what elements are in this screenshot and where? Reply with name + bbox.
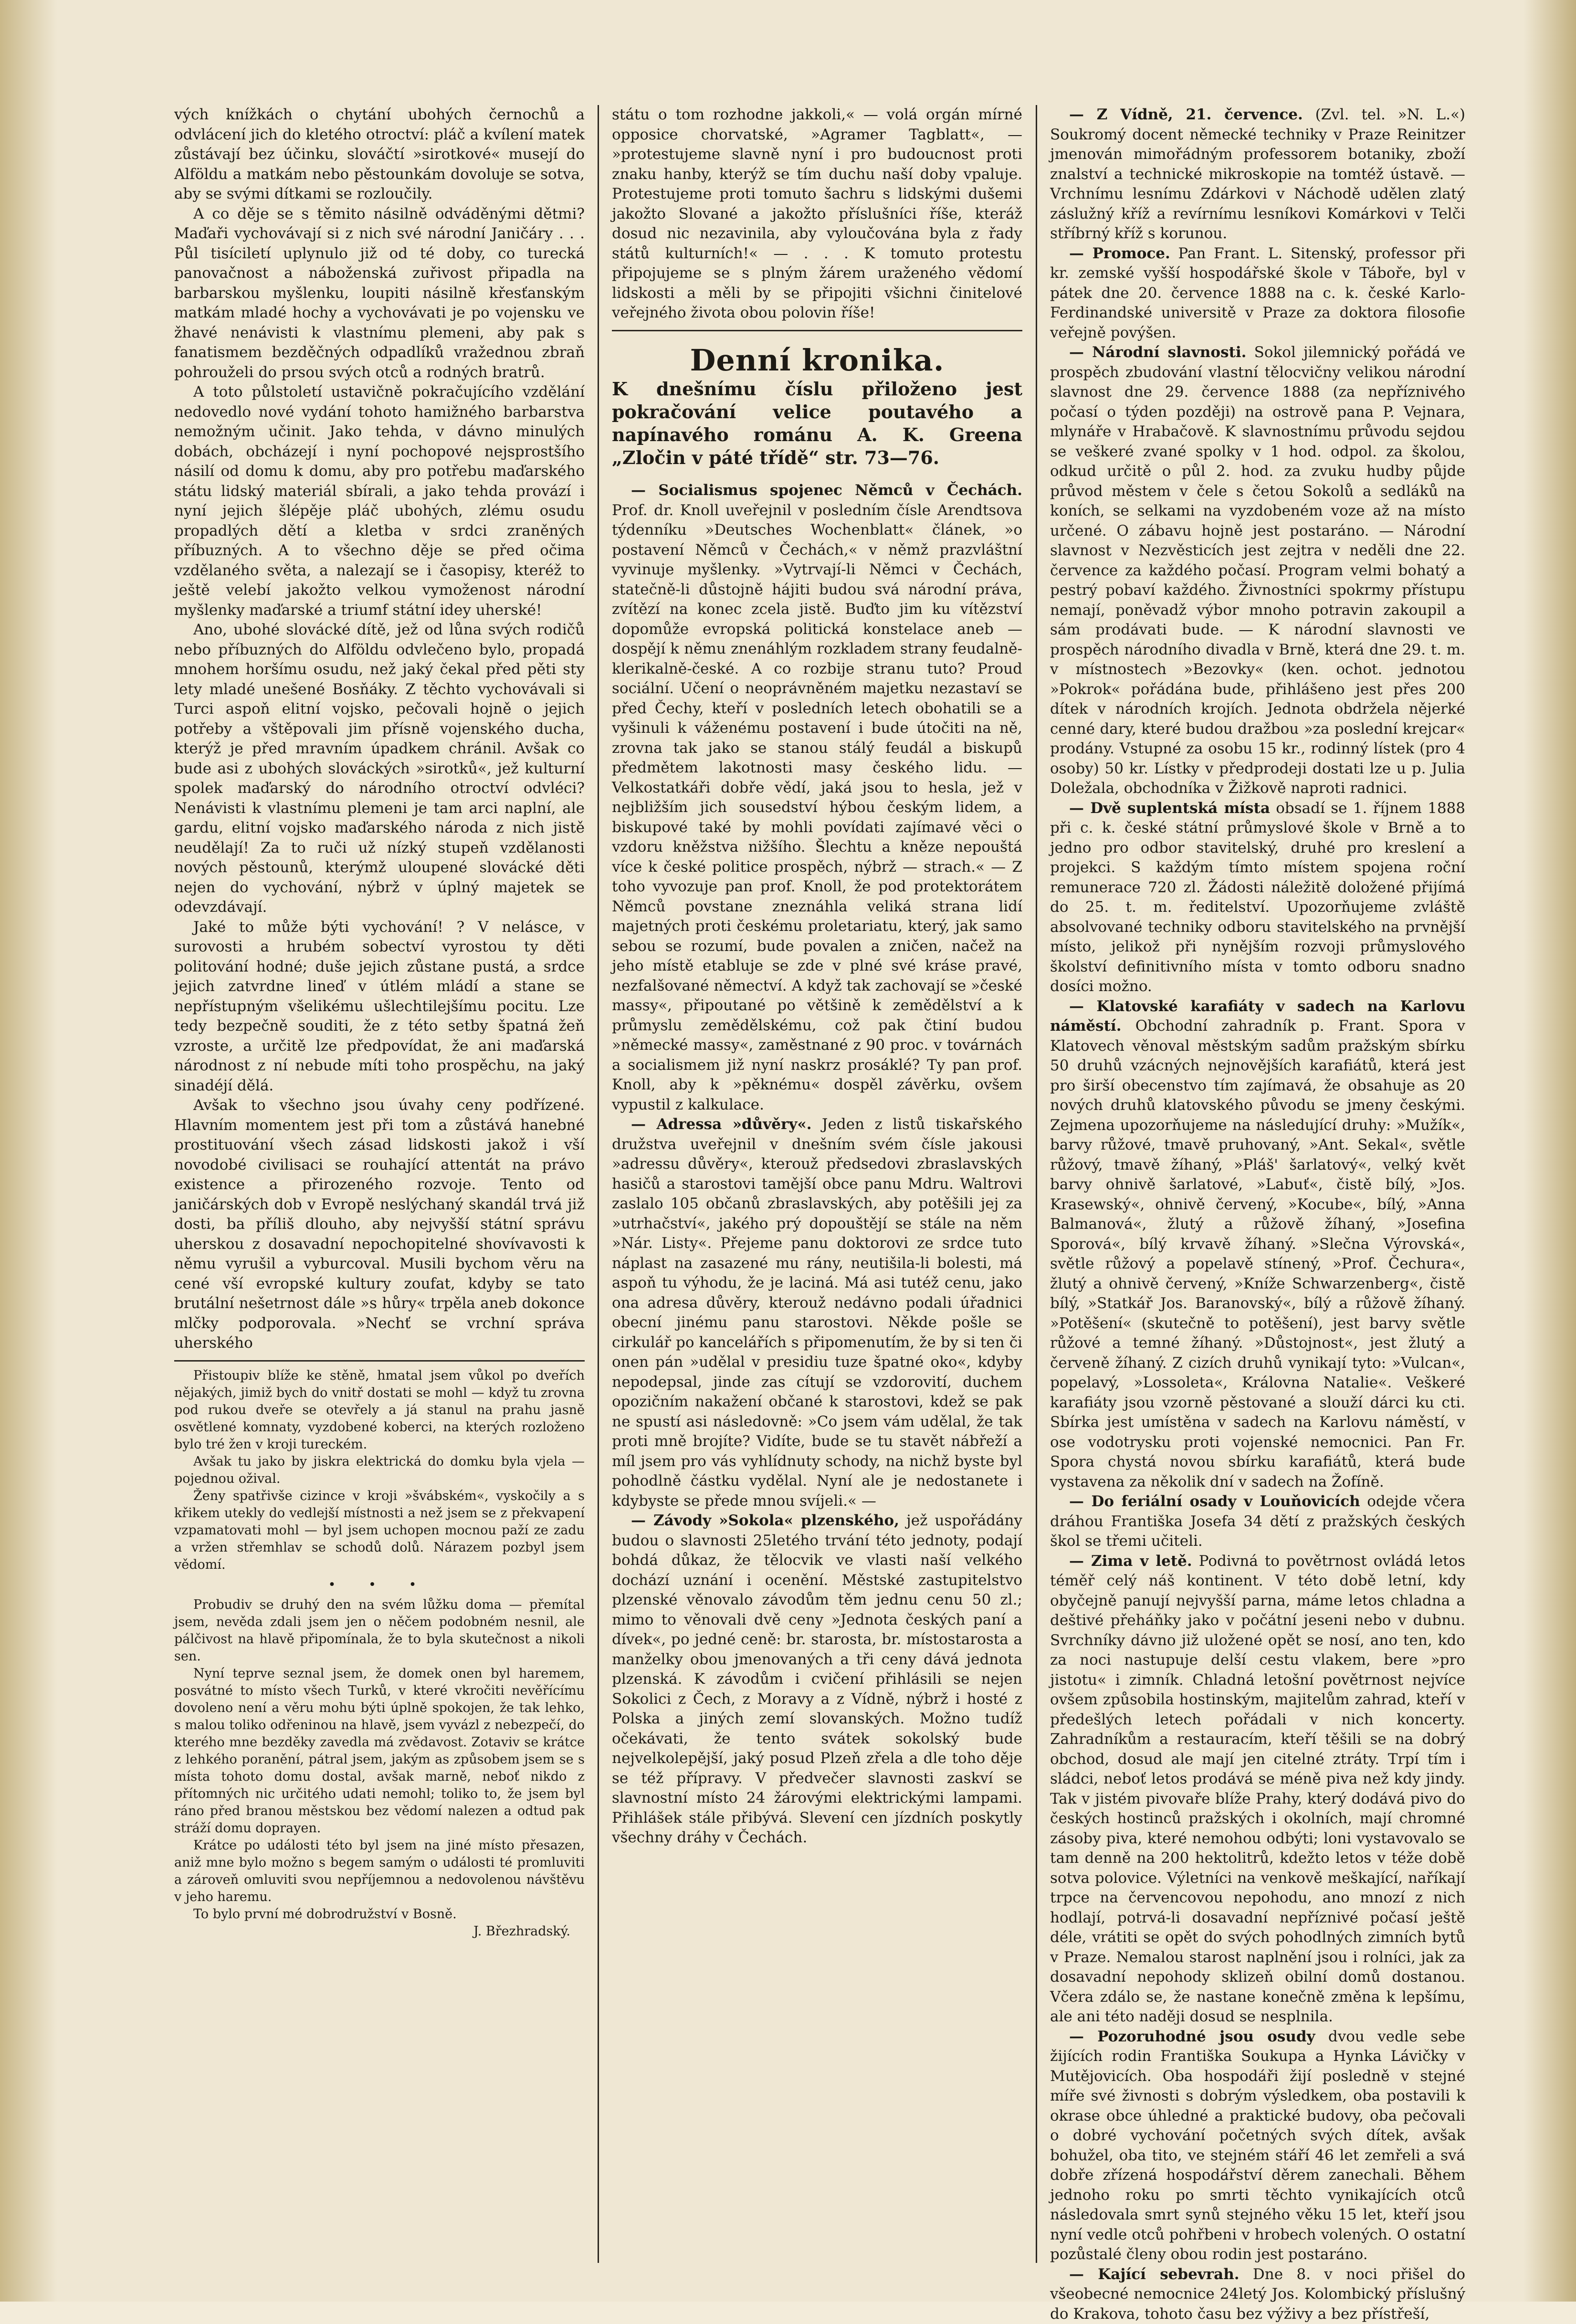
article-paragraph: vých knížkách o chytání ubohých černochů a odvlácení jich do kletého otroctví: pláč a kvílení matek zůstávají bez účinku, slováčtí »sirotkové« musejí do Alföldu a matkám nebo pěstounkám dovoluje se sotva, aby se svými dítkami se rozloučily.: [174, 105, 585, 204]
news-item-heading: — Socialismus spojenec Němců v Čechách.: [631, 482, 1022, 499]
news-item-text: Obchodní zahradník p. Frant. Spora v Klatovech věnoval městským sadům pražským sbírku 50 druhů vzácných nejnovějších karafiátů, která jest pro širší obecenstvo tím zajímavá, že obsahuje as 20 nových druhů klatovského původu se jmeny českými. Zejmena upozorňujeme na následující druhy: »Mužík«, barvy růžové, tmavě pruhovaný, »Ant. Sekal«, světle růžový, tmavě žíhaný, »Pláš' šarlatový«, velký květ barvy ohnivě šarlatové, »Labuť«, čistě bílý, »Jos. Krasewský«, ohnivě červený, »Kocube«, bílý, »Anna Balmanová«, žlutý a růžově žíhaný, »Josefina Sporová«, bílý krvavě žíhaný. »Slečna Výrovská«, světle růžový a popelavě stínený, »Prof. Čechura«, žlutý a ohnivě červený, »Kníže Schwarzenberg«, čistě bílý, »Statkář Jos. Baranovský«, bílý a růžově žíhaný. »Potěšení« (skutečně to potěšení), jest barvy světle růžové a temné žíhaný. »Důstojnost«, jest žlutý a červeně žíhaný. Z cizích druhů vynikají tyto: »Vulcan«, popelavý, »Lossoleta«, Královna Natalie«. Veškeré karafiáty jsou vzorně pěstované a slouží dárci ku cti. Sbírka jest umístěna v sadech na Karlovu náměstí, v ose vodotrysku proti vojenské nemocnici. Pan Fr. Spora chystá novou sbírku karafiátů, která bude vystavena za několik dní v sadech na Žofíně.: [1050, 1017, 1465, 1490]
feuilleton-paragraph: Krátce po události této byl jsem na jiné místo přesazen, aniž mne bylo možno s begem samým o události té promluviti a zároveň omluviti svou nepříjemnou a nedovolenou návštěvu v jeho haremu.: [174, 1837, 585, 1906]
section-separator-stars: • • •: [174, 1576, 585, 1594]
news-item: [1050, 105, 1465, 244]
news-item: [1050, 2027, 1465, 2265]
news-item: [1050, 997, 1465, 1492]
feuilleton-paragraph: Nyní teprve seznal jsem, že domek onen byl haremem, posvátné to místo všech Turků, v které vkročiti nevěřícímu dovoleno není a věru mohu býti úplně spokojen, že tak lehko, s malou toliko odřeninou na hlavě, jsem vyvázl z nebezpečí, do kterého mne bezděky zavedla má zvědavost. Zotaviv se krátce z lehkého poranění, pátral jsem, jakým as způsobem jsem se s místa tohoto domu dostal, avšak marně, neboť nikdo z přítomných nic určitého udati nemohl; toliko to, že jsem byl ráno před branou městskou bez vědomí nalezen a odtud pak stráží domu doprayen.: [174, 1665, 585, 1837]
article-paragraph: Avšak to všechno jsou úvahy ceny podřízené. Hlavním momentem jest při tom a zůstává hanebné prostituování všech zásad lidskosti jakož i vší novodobé civilisaci se rouhající attentát na právo existence a přirozeného rozvoje. Tento od janičárských dob v Evropě neslýchaný skandál trvá již dosti, ba příliš dlouho, aby nejvyšší státní správu uherskou z dosavadní nepochopitelné shovívavosti k němu vyrušil a vyburcoval. Musili bychom věru na cené vší evropské kultury zoufat, kdyby se tato brutální nešetrnost dále »s hůry« trpěla aneb dokonce mlčky podporovala. »Nechť se vrchní správa uherského: [174, 1096, 585, 1353]
page-right-edge: [1523, 0, 1576, 2302]
supplement-notice: K dnešnímu číslu přiloženo jest pokračování velice poutavého a napínavého románu A. K. Greena „Zločin v páté třídě“ str. 73—76.: [612, 378, 1022, 469]
news-item-heading: — Adressa »důvěry«.: [631, 1116, 812, 1133]
news-item: [612, 1115, 1022, 1511]
news-item: [1050, 2265, 1465, 2324]
news-item-heading: — Kající sebevrah.: [1069, 2266, 1240, 2283]
news-item: [1050, 1552, 1465, 2027]
feuilleton-paragraph: Ženy spatřivše cizince v kroji »švábském«, vyskočily a s křikem utekly do vedlejší místnosti a než jsem se z překvapení vzpamatovati mohl — byl jsem uchopen mocnou paží ze zadu a vržen střemhlav se schodů dolů. Nárazem pozbyl jsem vědomí.: [174, 1488, 585, 1574]
news-item: [612, 1511, 1022, 1848]
news-item-text: jež uspořádány budou o slavnosti 25letého trvání této jednoty, podají bohdá důkaz, že tělocvik ve vlasti naší velkého dochází uznání i ocenění. Městské zastupitelstvo plzenské věnovalo závodům těm jednu cenu 50 zl.; mimo to věnovali dvě ceny »Jednota českých paní a dívek«, po jedné ceně: br. starosta, br. místostarosta a manželky obou jmenovaných a tři ceny dává jednota plzenská. K závodům i cvičení přihlásili se nejen Sokolici z Čech, z Moravy a z Vídně, nýbrž i hosté z Polska a jiných zemí slovanských. Možno tudíž očekávati, že tento svátek sokolský bude nejvelkolepější, jaký posud Plzeň zřela a dle toho děje se též přípravy. V předvečer slavnosti zaskví se slavnostní místo 24 žárovými elektrickými lampami. Přihlášek stále přibývá. Slevení cen jízdních poskytly všechny dráhy v Čechách.: [612, 1512, 1022, 1846]
news-item-heading: — Promoce.: [1069, 245, 1170, 262]
news-item-text: Podivná to povětrnost ovládá letos téměř celý náš kontinent. V této době letní, kdy obyčejně panují nejvyšší parna, máme letos chladna a deštivé přeháňky jako v počátní jeseni nebo v dubnu. Svrchníky dávno již uložené opět se nosí, ano ten, kdo za noci nastupuje delší cestu vlakem, bere »pro jistotu« i zimník. Chladná letošní povětrnost nejvíce ovšem způsobila hostinským, majitelům zahrad, kteří v předešlých letech pořádali v nich koncerty. Zahradníkům a restauracím, kteří těšili se na dobrý obchod, dosud ale mají jen citelné ztráty. Trpí tím i sládci, neboť letos prodává se méně piva než kdy jindy. Tak v jistém pivovaře blíže Prahy, který dodává pivo do českých hostinců pražských i okolních, mají chromné zásoby piva, které nemohou odbýti; loni vystavovalo se tam denně na 200 hektolitrů, kdežto letos v téže době sotva polovice. Výletníci na venkově meškající, naříkají trpce na červencovou nepohodu, ano mnozí z nich hodlají, potrvá-li dosavadní nepříznivé počasí ještě déle, vrátiti se opět do svých pohodlných zimních bytů v Praze. Nemalou starost naplnění jsou i rolníci, jak za dosavadní nepohody sklizeň obilní domů dostanou. Včera zdálo se, že nastane konečně změna k lepšímu, ale ani této naději dosud se nesplnila.: [1050, 1553, 1465, 2026]
section-heading: Denní kronika.: [612, 350, 1022, 370]
news-item: [1050, 799, 1465, 997]
news-item-text: Prof. dr. Knoll uveřejnil v posledním čísle Arendtsova týdenníku »Deutsches Wochenblatt« článek, »o postavení Němců v Čechách,« v němž prazvláštní vyvinuje myšlenky. »Vytrvají-li Němci v Čechách, statečně-li důstojně hájiti budou svá národní práva, zvítězí na konec zcela jistě. Buďto jim ku vítězství dopomůže evropská politická konstelace aneb — dospějí k němu znenáhlým rozkladem strany feudalně-klerikalně-české. A co rozbije stranu tuto? Proud sociální. Učení o neoprávněném majetku nezastaví se před Čechy, kteří v posledních letech obohatili se a vyšinuli k váženému postavení i bude útočiti na ně, zrovna tak jako se stanou stálý feudál a biskupů předmětem lakotnosti masy českého lidu. — Velkostatkáři dobře vědí, jaká jsou to hesla, jež v nejbližším jich sousedství hýbou českým lidem, a biskupové také by mohli povídati zajímavé věci o vzdoru kněžstva nižšího. Šlechtu a kněze nepouštá více k české politice prospěch, nýbrž — strach.« — Z toho vyvozuje pan prof. Knoll, že pod protektorátem Němců povstane zneznáhla veliká strana lidí majetných proti českému proletariatu, který, jak samo sebou se rozumí, bude povalen a zničen, načež na jeho místě etabluje se zde v plné své kráse pravé, nezfalšované němectví. A když tak zachovají se »české massy«, připoutané po většině k zemědělství a k průmyslu zemědělskému, což pak čtiní budou »německé massy«, zaměstnané z 90 proc. v továrnách a socialismem již nyní naskrz prosáklé? Ty pan prof. Knoll, aby k »pěknému« dospěl závěrku, ovšem vypustil z kalkulace.: [612, 502, 1022, 1113]
feuilleton-paragraph: To bylo první mé dobrodružství v Bosně.: [174, 1906, 585, 1923]
column-middle: [612, 105, 1022, 2263]
feuilleton-paragraph: Probudiv se druhý den na svém lůžku doma — přemítal jsem, nevěda zdali jsem jen o něčem podobném nesnil, ale pálčivost na hlavě připomínala, že to byla skutečnost a nikoli sen.: [174, 1596, 585, 1665]
news-item-heading: — Závody »Sokola« plzenského,: [631, 1512, 899, 1529]
news-item-text: obsadí se 1. říjnem 1888 při c. k. české státní průmyslové škole v Brně a to jedno pro odbor stavitelský, druhé pro kreslení a projekci. S každým tímto místem spojena roční remunerace 720 zl. Žádosti náležitě doložené přijímá do 25. t. m. ředitelství. Upozorňujeme zvláště absolvované techniky odboru stavitelského na prvnější místo, jelikož při nynějším rozvoji průmyslového školství definitivního místa v tomto odboru snadno dosíci možno.: [1050, 800, 1465, 995]
section-divider: [612, 330, 1022, 331]
news-item-text: odejde včera dráhou Františka Josefa 34 dětí z pražských českých škol se třemi učiteli.: [1050, 1493, 1465, 1550]
article-paragraph: Ano, ubohé slovácké dítě, jež od lůna svých rodičů nebo příbuzných do Alföldu odvlečeno bylo, propadá mnohem horšímu osudu, než jaký čekal před pěti sty lety mladé unešené Bosňáky. Z těchto vychovávali si Turci aspoň elitní vojsko, pečovali hojně o jejich potřeby a vštěpovali jim přísně vojenského ducha, kterýž je před mravním úpadkem chránil. Avšak co bude asi z ubohých slováckých »sirotků«, jež kulturní spolek maďarský do národního otroctví odvléci? Nenávisti k vlastnímu plemeni je tam arci naplní, ale gardu, elitní vojsko maďarského národa z nich jistě neudělají! Za to ruči už nízký stupeň vzdělanosti nových pěstounů, kterýmž uloupené slovácké děti nejen do vychování, nýbrž v úplný majetek se odevzdávají.: [174, 620, 585, 918]
news-item-heading: — Z Vídně, 21. července.: [1069, 106, 1303, 123]
news-item: [1050, 1492, 1465, 1552]
news-item-heading: — Pozoruhodné jsou osudy: [1069, 2028, 1315, 2045]
article-paragraph: A co děje se s těmito násilně odváděnými dětmi? Maďaři vychovávají si z nich své národní Janičáry . . . Půl tisíciletí uplynulo již od té doby, co turecká panovačnost a náboženská zuřivost připadla na barbarskou myšlenku, loupiti násilně křesťanským matkám mladé hochy a vychovávati je po vojensku ve žhavé nenávisti k vlastnímu plemeni, aby pak s fanatismem bezděčných odpadlíků vražednou zbraň pohrouželi do prsou svých otců a rodných bratrů.: [174, 204, 585, 383]
news-item-text: Pan Frant. L. Sitenský, professor při kr. zemské vyšší hospodářské škole v Táboře, byl v pátek dne 20. července 1888 na c. k. české Karlo-Ferdinandské universitě v Praze za doktora filosofie veřejně povýšen.: [1050, 245, 1465, 341]
news-item-text: Jeden z listů tiskařského družstva uveřejnil v dnešním svém čísle jakousi »adressu důvěry«, kterouž předsedovi zbraslavských hasičů a starostovi tamější obce panu Mdru. Waltrovi zaslalo 105 občanů zbraslavských, aby potěšili jej za »utrhačství«, jakého prý dopouštějí se stále na něm »Nár. Listy«. Přejeme panu doktorovi ze srdce tuto náplast na zasazené mu rány, neutišila-li bolesti, má aspoň tu výhodu, že je laciná. Má asi tutéž cenu, jako ona adresa důvěry, kterouž nedávno podali úřadnici obecní jinému panu starostovi. Někde pošle se cirkulář po kancelářích s připomenutím, že by si ten či onen pán »udělal v presidiu tuze špatné oko«, kdyby nepodepsal, jinde zas cítují se vzdorovití, duchem opozičním nakažení občané k starostovi, kdež se pak ne spustí asi následovně: »Co jsem vám udělal, že tak proti mně brojíte? Vidíte, bude se tu stavět nábřeží a míl jsem pro vás vyhlídnuty schody, na nichž byste byl pohodlně částku vydělal. Nyní ale je nedostanete i kdybyste se přede mnou svíjeli.« —: [612, 1116, 1022, 1510]
news-item-heading: — Národní slavnosti.: [1069, 344, 1246, 361]
feuilleton-paragraph: Přistoupiv blíže ke stěně, hmatal jsem vůkol po dveřích nějakých, jimiž bych do vnitř dostati se mohl — když tu zrovna pod rukou dveře se otevřely a já stanul na prahu jasně osvětlené komnaty, vyzdobené koberci, na kterých rozloženo bylo tré žen v kroji tureckém.: [174, 1367, 585, 1453]
news-item-text: Dne 8. v noci přišel do všeobecné nemocnice 24letý Jos. Kolombický příslušný do Krakova, tohoto času bez výživy a bez přístřeší,: [1050, 2266, 1465, 2323]
article-paragraph: státu o tom rozhodne jakkoli,« — volá orgán mírné opposice chorvatské, »Agramer Tagblatt«, — »protestujeme slavně nyní i pro budoucnost proti znaku hanby, kterýž se tím duchu naší doby vpaluje. Protestujeme proti tomuto šachru s lidskými dušemi jakožto Slované a jakožto příslušníci říše, kteráž dosud nic nezavinila, aby vyloučována byla z řady států kulturních!« — . . . K tomuto protestu připojujeme se s plným žárem uraženého vědomí lidskosti a měli by se připojiti všichni činitelové veřejného života obou polovin říše!: [612, 105, 1022, 323]
news-item-heading: — Do feriální osady v Louňovicích: [1069, 1493, 1360, 1510]
feuilleton-paragraph: Avšak tu jako by jiskra elektrická do domku byla vjela — pojednou ožival.: [174, 1453, 585, 1488]
column-rule-right: [1036, 105, 1037, 2263]
column-right: [1050, 105, 1465, 2263]
author-signature: J. Březhradský.: [174, 1923, 570, 1940]
news-item-heading: — Dvě suplentská místa: [1069, 800, 1270, 817]
news-item: [1050, 244, 1465, 343]
news-item-text: Sokol jilemnický pořádá ve prospěch zbudování vlastní tělocvičny velikou národní slavnost dne 29. července 1888 (za nepříznivého počasí o týden později) na ostrově pana P. Vejnara, mlynáře v Hrabačově. K slavnostnímu průvodu sejdou se veškeré zvané spolky v 1 hod. odpol. za školou, odkud určitě o půl 2. hod. za zvuku hudby půjde průvod městem v čele s četou Sokolů a sedláků na koních, se selkami na vyzdobeném voze až na místo určené. O zábavu hojně jest postaráno. — Národní slavnost v Nezvěsticích jest zejtra v neděli dne 22. července za každého počasí. Program velmi bohatý a pestrý pobaví každého. Živnostníci spokrmy přístupu nemají, poněvadž výbor mnoho potravin zakoupil a sám prodávati bude. — K národní slavnosti ve prospěch národního divadla v Brně, která dne 29. t. m. v místnostech »Bezovky« (ken. ochot. jednotou »Pokrok« pořádána bude, přihlášeno jest přes 200 dítek v národních krojích. Jednota obdržela nějerké cenné dary, které budou dražbou »za poslední krejcar« prodány. Vstupné za osobu 15 kr., rodinný lístek (pro 4 osoby) 50 kr. Lístky v předprodeji dostati lze u p. Julia Doležala, obchodníka v Žižkově naproti radnici.: [1050, 344, 1465, 797]
section-divider: [174, 1360, 585, 1362]
news-item: [612, 481, 1022, 1115]
column-left: [174, 105, 585, 2263]
page-left-edge: [0, 0, 57, 2302]
news-item: [1050, 343, 1465, 799]
news-item-text: (Zvl. tel. »N. L.«) Soukromý docent německé techniky v Praze Reinitzer jmenován mimořádným professorem botaniky, zboží znalství a technické mikroskopie na tomtéž ústavě. — Vrchnímu lesnímu Zdárkovi v Náchodě udělen zlatý záslužný kříž a revírnímu lesníkovi Komárkovi v Telči stříbrný kříž s korunou.: [1050, 106, 1465, 242]
news-item-text: dvou vedle sebe žijících rodin Františka Soukupa a Hynka Lávičky v Mutějovicích. Oba hospodáři žijí posledně v stejné míře své živnosti s dobrým výsledkem, oba postavili k okrase obce úhledné a praktické budovy, oba pečovali o dobré vychování početných svých dítek, avšak bohužel, oba tito, ve stejném stáří 46 let zemřeli a svá dobře zřízená hospodářství děrem zanechali. Během jednoho roku po smrti těchto vynikajících otců následovala smrt synů stejného věku 15 let, kteří jsou nyní vedle otců pohřbeni v hrobech volených. O ostatní pozůstalé členy obou rodin jest postaráno.: [1050, 2028, 1465, 2263]
news-item-heading: — Zima v letě.: [1069, 1553, 1192, 1570]
column-rule-left: [598, 105, 599, 2263]
news-item-heading: — Klatovské karafiáty v sadech na Karlovu náměstí.: [1050, 998, 1465, 1035]
article-paragraph: A toto půlstoletí ustavičně pokračujícího vzdělání nedovedlo nové vydání tohoto hamižného barbarstva nemožným učinit. Jako tehda, v dávno minulých dobách, obcházejí i nyní pochopové nejsprostšího násilí od domu k domu, aby pro potřebu maďarského státu lidský materiál sbírali, a jako tehda provází i nyní jejich šlépěje pláč ubohých, zlému osudu propadlých dětí a kletba v srdci zraněných příbuzných. A to všechno děje se před očima vzdělaného světa, a nalezají se i časopisy, kteréž to ještě velebí jakožto velkou vymoženost národní myšlenky maďarské a triumf státní idey uherské!: [174, 382, 585, 620]
article-paragraph: Jaké to může býti vychování! ? V nelásce, v surovosti a hrubém sobectví vyrostou ty děti politování hodné; duše jejich zůstane pustá, a srdce jejich zatvrdne lineď v útlém mládí a stane se nepřístupným všelikému ušlechtilejšímu pocitu. Lze tedy bezpečně souditi, že z této setby špatná žeň vzroste, a určitě lze předpovídat, že ani maďarská národnost z ní nebude míti toho prospěchu, na jaký sinadéjí dělá.: [174, 918, 585, 1096]
